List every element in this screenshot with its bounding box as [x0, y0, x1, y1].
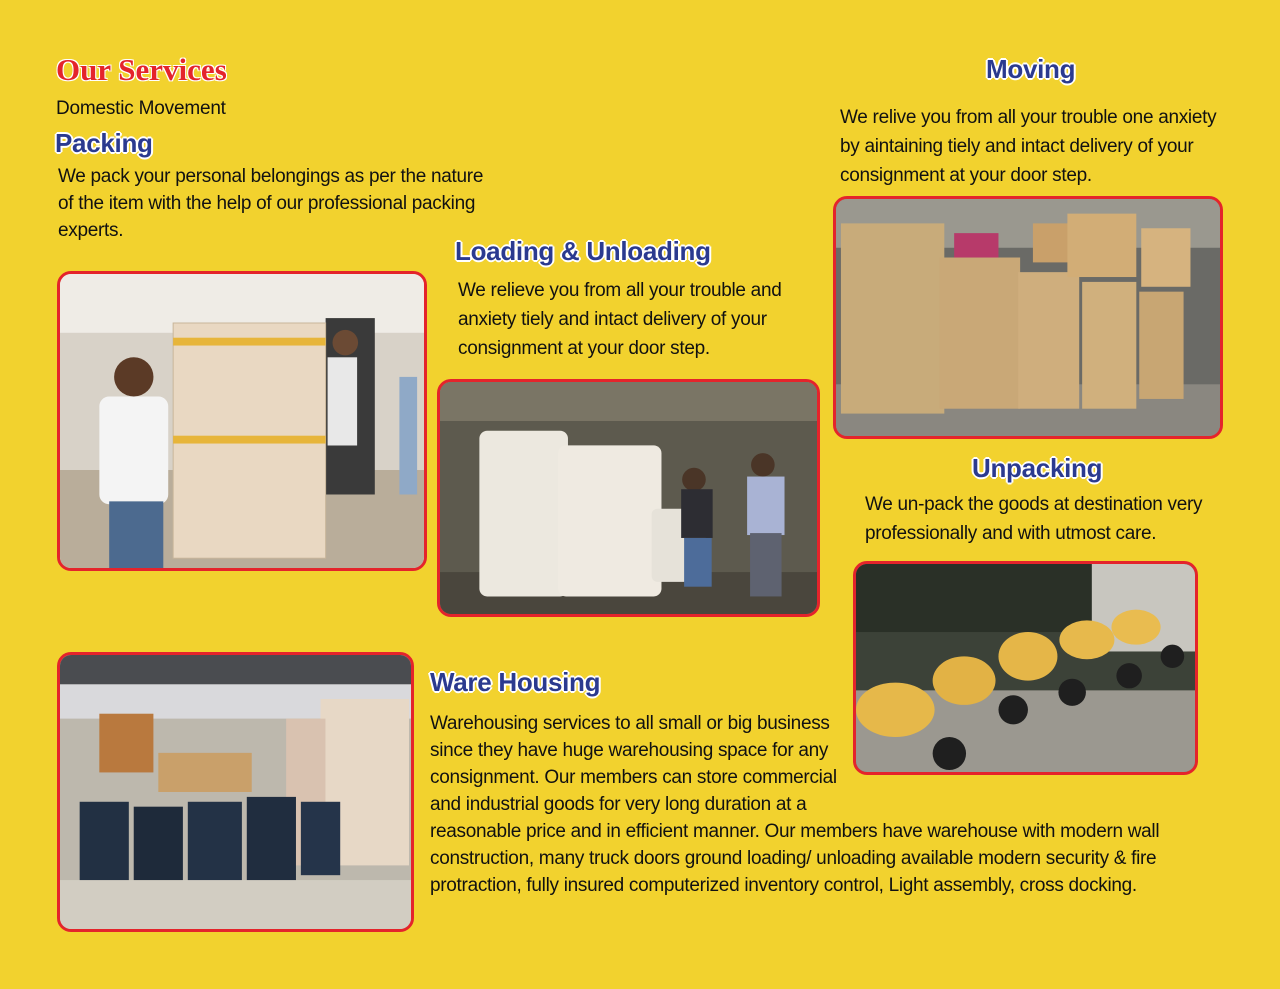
warehousing-text-line: and industrial goods for very long duration at a	[430, 794, 807, 815]
page-subtitle: Domestic Movement	[56, 98, 226, 119]
warehousing-text-line: protraction, fully insured computerized inventory control, Light assembly, cross docking.	[430, 875, 1137, 896]
moving-text: We relive you from all your trouble one anxiety by aintaining tiely and intact delivery of your consignment at your door step.	[840, 107, 1217, 186]
warehousing-text-line: since they have huge warehousing space for any	[430, 740, 829, 761]
packing-text: We pack your personal belongings as per the nature of the item with the help of our professional packing experts.	[58, 166, 484, 241]
unpacking-heading: Unpacking	[972, 453, 1103, 483]
warehouse-photo	[57, 652, 414, 932]
warehousing-text	[430, 710, 1230, 899]
loading-text: We relieve you from all your trouble and anxiety tiely and intact delivery of your consignment at your door step.	[458, 280, 782, 359]
warehousing-text-line: Warehousing services to all small or big business	[430, 713, 830, 734]
warehousing-heading: Ware Housing	[430, 667, 601, 697]
page-title: Our Services	[56, 52, 227, 87]
loading-photo	[437, 379, 820, 617]
warehousing-text-line: construction, many truck doors ground loading/ unloading available modern security & fire	[430, 848, 1157, 869]
moving-photo	[833, 196, 1223, 439]
warehousing-text-line: reasonable price and in efficient manner. Our members have warehouse with modern wall	[430, 821, 1160, 842]
packing-photo	[57, 271, 427, 571]
loading-heading: Loading & Unloading	[455, 236, 711, 266]
warehousing-text-line: consignment. Our members can store commercial	[430, 767, 837, 788]
packing-heading: Packing	[55, 128, 153, 158]
unpacking-text: We un-pack the goods at destination very professionally and with utmost care.	[865, 494, 1203, 544]
moving-heading: Moving	[986, 54, 1076, 84]
